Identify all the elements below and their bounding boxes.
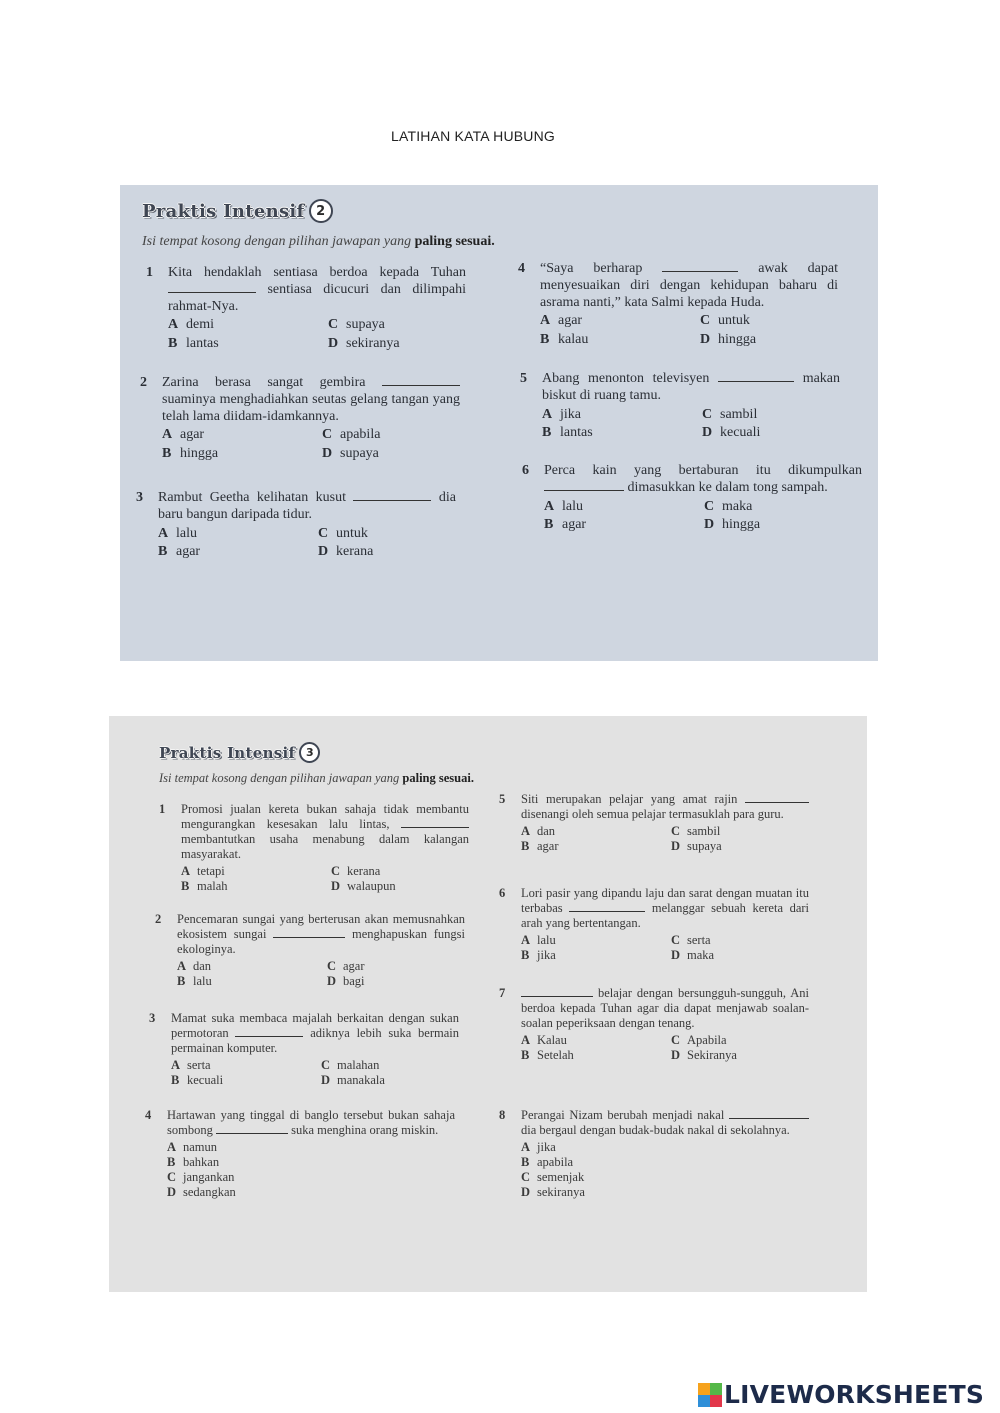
question-number: 2 [155,912,162,926]
instruction [142,234,495,250]
question-4 [145,1108,455,1200]
option[interactable]: A agar [540,313,583,329]
option[interactable]: D hingga [700,332,757,348]
question-number: 4 [145,1108,152,1122]
question-text: awak dapat menyesuaikan diri dengan kehidupan baharu di asrama nanti,” kata Salmi kepada Huda. [540,261,838,310]
question-text: Kita hendaklah sentiasa berdoa kepada Tuhan [168,265,466,280]
question-number: 8 [499,1108,506,1122]
option[interactable]: A Kalau [521,1033,567,1047]
question-1 [159,802,469,894]
option[interactable]: A lalu [158,525,197,541]
option[interactable]: D kecuali [702,425,761,441]
liveworksheets-logo [698,1380,984,1409]
option[interactable]: C sambil [671,824,721,838]
question-text: makan biskut di ruang tamu. [542,371,841,403]
option[interactable]: C agar [327,959,365,973]
brand-name: LIVEWORKSHEETS [724,1380,985,1409]
option[interactable]: C kerana [331,864,381,878]
option[interactable]: D hingga [704,517,761,533]
question-number: 3 [149,1011,156,1025]
option[interactable]: D walaupun [331,879,396,893]
question-text: belajar dengan bersungguh-sungguh, Ani berdoa kepada Tuhan agar dia dapat menjawab soalan-soalan peperiksaan dengan tenang. [521,986,809,1030]
option[interactable]: C serta [671,933,711,947]
instruction-emphasis: paling sesuai. [402,771,474,785]
answer-blank[interactable] [544,490,624,491]
instruction [159,771,474,786]
option[interactable]: B bahkan [167,1155,220,1169]
question-text: membantutkan usaha menabung dalam kalangan masyarakat. [181,832,469,861]
question-5 [520,371,840,442]
question-text: Rambut Geetha kelihatan kusut [158,490,346,505]
option[interactable]: C maka [704,498,753,514]
question-5 [499,792,809,854]
option[interactable]: D bagi [327,974,365,988]
answer-blank[interactable] [745,802,809,803]
option[interactable]: A serta [171,1058,211,1072]
answer-blank[interactable] [662,271,738,272]
question-number: 6 [499,886,506,900]
option[interactable]: C apabila [322,427,381,443]
option[interactable]: B apabila [521,1155,574,1169]
question-text: disenangi oleh semua pelajar termasuklah para guru. [521,807,784,821]
answer-blank[interactable] [216,1133,288,1134]
option[interactable]: A jika [521,1140,556,1154]
option[interactable]: D sedangkan [167,1185,236,1199]
section-header [159,742,320,763]
option[interactable]: A demi [168,317,214,333]
question-text: dia baru bangun daripada tidur. [158,490,456,522]
option[interactable]: A namun [167,1140,218,1154]
question-text: Lori pasir yang dipandu laju dan sarat dengan muatan itu terbabas [521,886,809,915]
question-text: Hartawan yang tinggal di banglo tersebut bukan sahaja sombong [167,1108,455,1137]
question-number: 1 [146,265,153,280]
question-text: Promosi jualan kereta bukan sahaja tidak membantu mengurangkan kesesakan lalu lintas, [181,802,469,831]
question-1 [146,265,466,353]
question-4 [518,261,838,349]
question-number: 5 [499,792,506,806]
answer-blank[interactable] [729,1118,809,1119]
question-number: 7 [499,986,506,1000]
question-text: Abang menonton televisyen [542,371,710,386]
option[interactable]: B kecuali [171,1073,224,1087]
worksheet-photo-1 [120,185,878,661]
answer-blank[interactable] [353,500,431,501]
section-number-badge: 2 [309,199,333,223]
option[interactable]: C malahan [321,1058,380,1072]
question-3 [136,490,456,561]
option[interactable]: D manakala [321,1073,385,1087]
option[interactable]: B agar [521,839,559,853]
question-8 [499,1108,809,1200]
question-3 [149,1011,459,1088]
question-number: 1 [159,802,166,816]
option[interactable]: D sekiranya [521,1185,585,1199]
option[interactable]: B Setelah [521,1048,574,1062]
question-number: 2 [140,375,147,390]
question-text: Mamat suka membaca majalah berkaitan dengan sukan permotoran [171,1011,459,1040]
option[interactable]: A tetapi [181,864,225,878]
option[interactable]: D supaya [322,446,379,462]
question-text: menghapuskan fungsi ekologinya. [177,927,465,956]
instruction-text: Isi tempat kosong dengan pilihan jawapan yang [142,234,412,249]
question-text: melanggar sebuah kereta dari arah yang bertentangan. [521,901,810,930]
option[interactable]: B hingga [162,446,219,462]
section-header [142,199,333,223]
option[interactable]: D Sekiranya [671,1048,737,1062]
question-text: adiknya lebih suka bermain permainan komputer. [171,1026,460,1055]
question-6 [499,886,809,963]
option[interactable]: C Apabila [671,1033,727,1047]
option[interactable]: D supaya [671,839,722,853]
answer-blank[interactable] [168,292,256,293]
instruction-emphasis: paling sesuai. [414,234,495,249]
answer-blank[interactable] [273,937,345,938]
question-text: sentiasa dicucuri dan dilimpahi rahmat-Nya. [168,281,466,314]
question-text: Zarina berasa sangat gembira [162,375,366,390]
question-6 [522,463,862,534]
liveworksheets-logo-icon [698,1383,722,1407]
option[interactable]: C untuk [700,313,750,329]
section-number-badge: 3 [299,742,320,763]
question-number: 4 [518,261,525,276]
question-7 [499,986,809,1063]
answer-blank[interactable] [569,911,645,912]
option[interactable]: A lalu [544,498,583,514]
question-text: Siti merupakan pelajar yang amat rajin [521,792,738,806]
option[interactable]: B lantas [168,336,219,352]
option[interactable]: A dan [521,824,556,838]
answer-blank[interactable] [521,996,593,997]
question-text: suaminya menghadiahkan seutas gelang tangan yang telah lama diidam-idamkannya. [162,391,460,424]
option[interactable]: D maka [671,948,715,962]
option[interactable]: B kalau [540,332,589,348]
option[interactable]: B lalu [177,974,212,988]
question-text: dimasukkan ke dalam tong sampah. [627,479,828,495]
option[interactable]: B lantas [542,425,593,441]
question-number: 3 [136,490,143,505]
option[interactable]: A dan [177,959,212,973]
option[interactable]: A lalu [521,933,556,947]
option[interactable]: B agar [158,544,201,560]
option[interactable]: C sambil [702,406,758,422]
section-title: Praktis Intensif [142,200,305,222]
option[interactable]: D sekiranya [328,336,400,352]
question-2 [140,375,460,463]
answer-blank[interactable] [718,381,794,382]
question-text: “Saya berharap [540,261,643,276]
option[interactable]: A agar [162,427,205,443]
option[interactable]: C supaya [328,317,385,333]
page-title: LATIHAN KATA HUBUNG [390,128,556,144]
question-text: suka menghina orang miskin. [291,1123,439,1137]
section-title: Praktis Intensif [159,743,296,762]
option[interactable]: B agar [544,517,587,533]
option[interactable]: A jika [542,406,581,422]
worksheet-photo-2 [109,716,867,1292]
question-text: Perca kain yang bertaburan itu dikumpulkan [544,463,862,478]
option[interactable]: C jangankan [167,1170,235,1184]
answer-blank[interactable] [235,1036,303,1037]
question-2 [155,912,465,989]
answer-blank[interactable] [382,385,460,386]
instruction-text: Isi tempat kosong dengan pilihan jawapan yang [159,771,400,785]
question-text: Perangai Nizam berubah menjadi nakal [521,1108,725,1122]
question-text: dia bergaul dengan budak-budak nakal di sekolahnya. [521,1123,790,1137]
question-number: 6 [522,463,529,478]
option[interactable]: C semenjak [521,1170,585,1184]
option[interactable]: C untuk [318,525,368,541]
option[interactable]: D kerana [318,544,374,560]
option[interactable]: B jika [521,948,556,962]
question-number: 5 [520,371,527,386]
question-text: Pencemaran sungai yang berterusan akan memusnahkan ekosistem sungai [177,912,465,941]
answer-blank[interactable] [401,827,469,828]
option[interactable]: B malah [181,879,228,893]
